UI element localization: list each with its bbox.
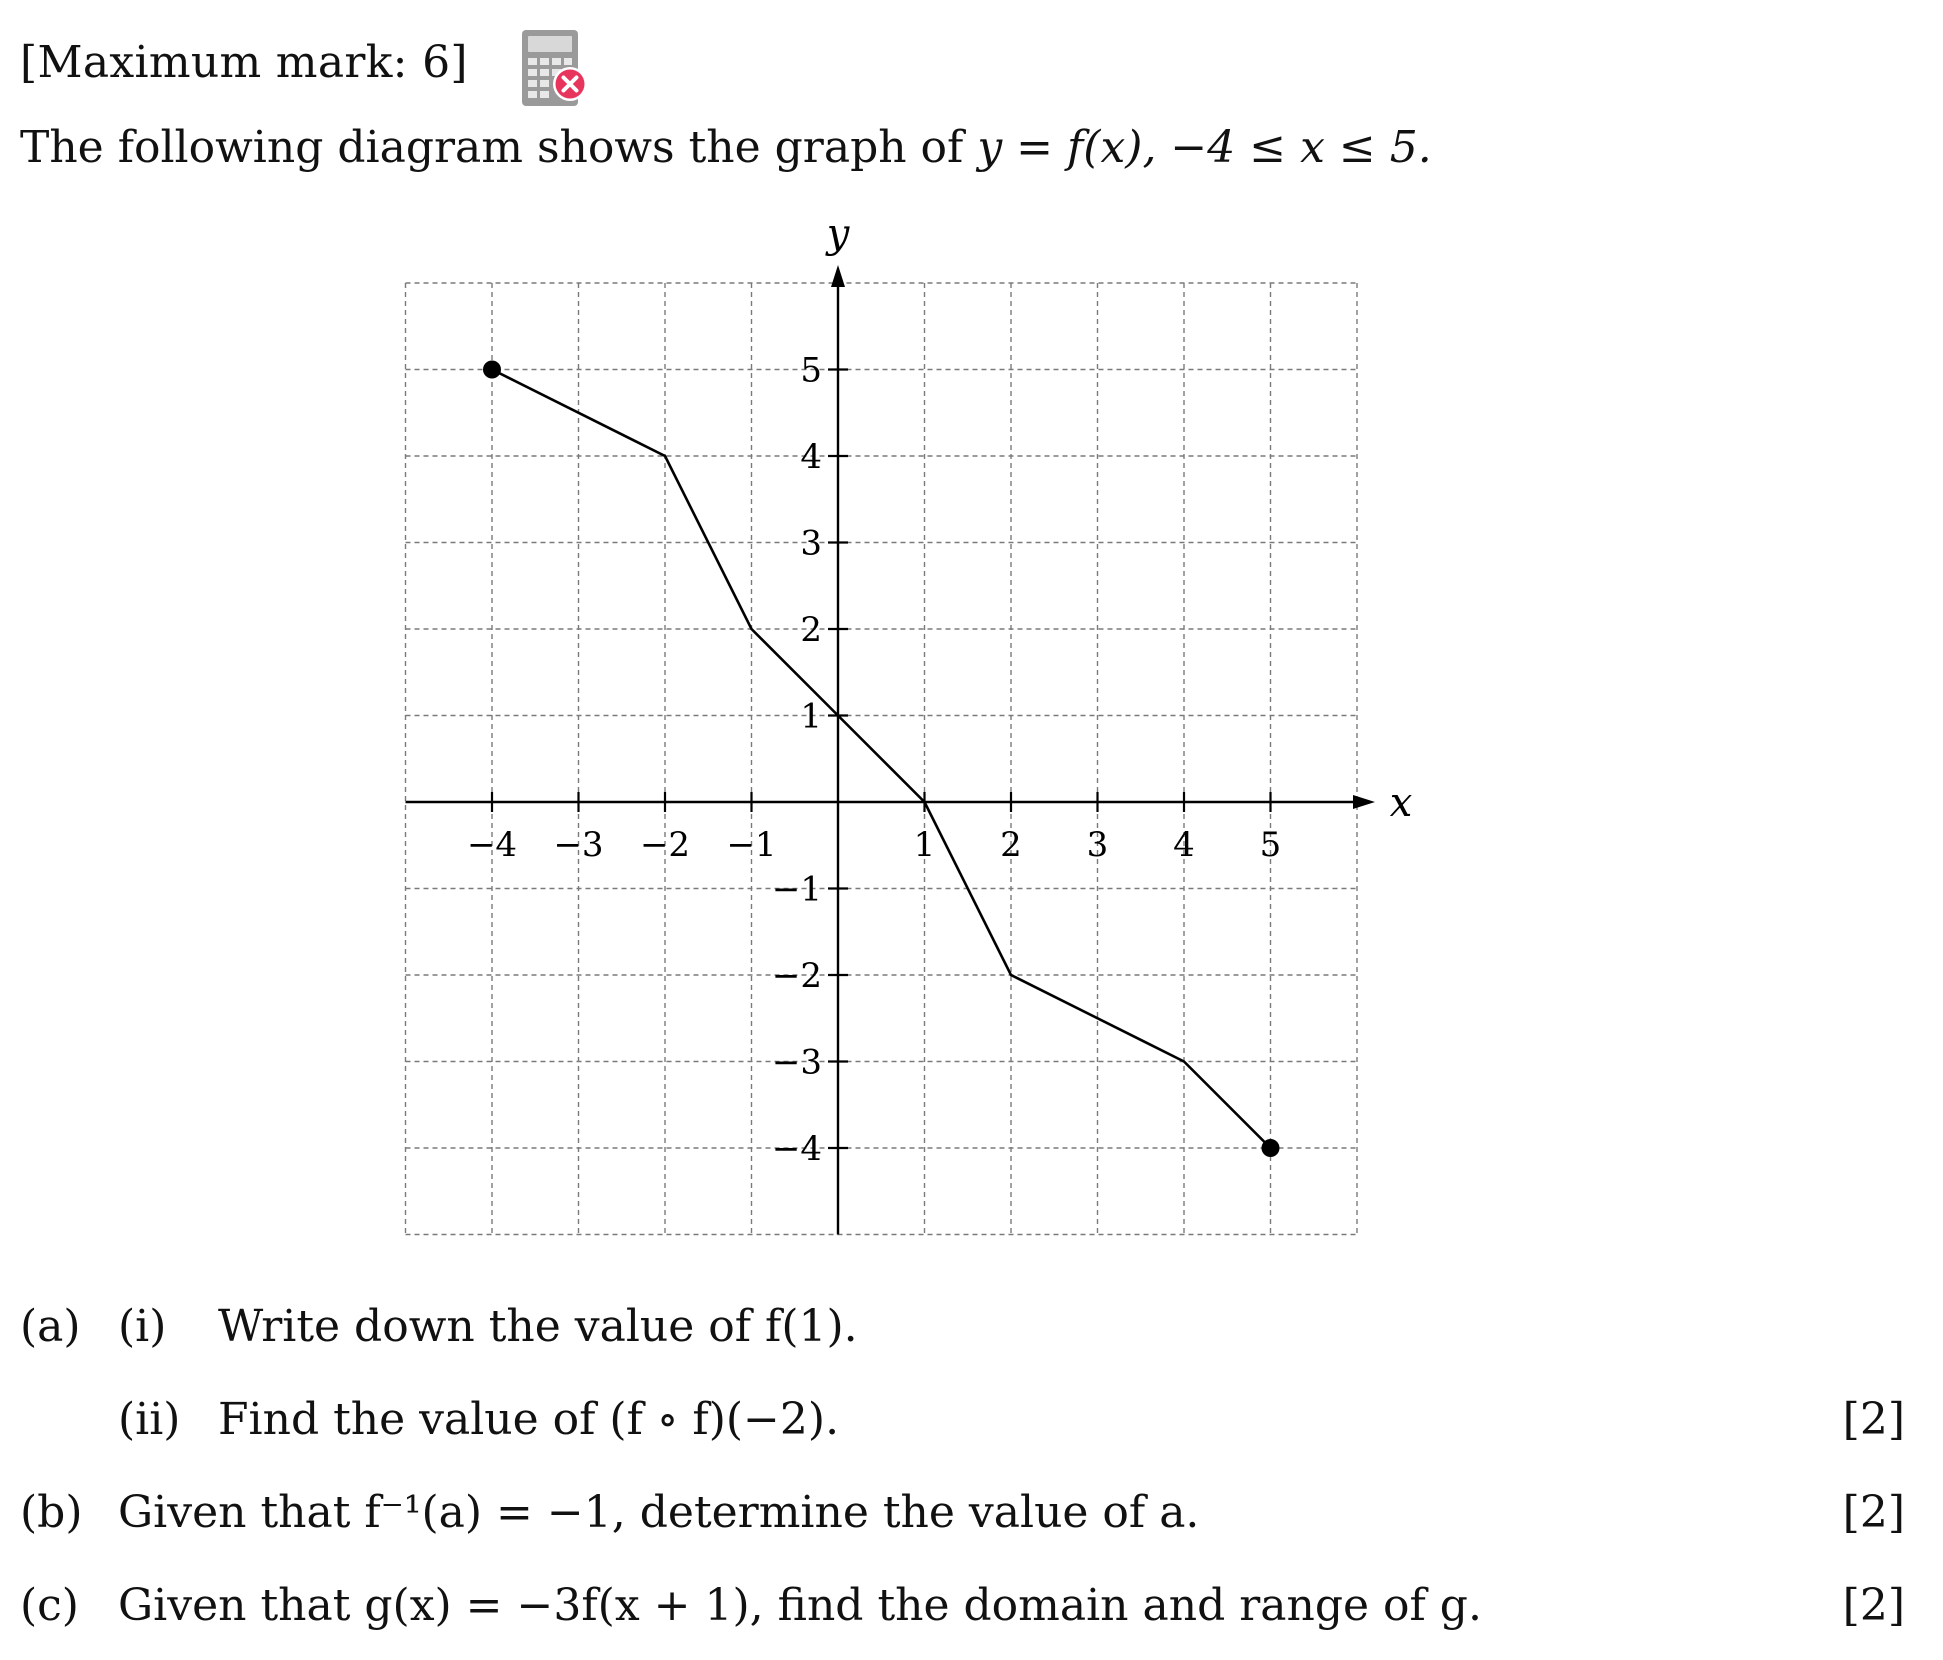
x-axis-label: x — [1389, 780, 1413, 826]
x-axis-arrow — [1353, 795, 1375, 809]
question-c-label: (c) — [20, 1580, 79, 1631]
y-tick-label: −4 — [771, 1129, 822, 1169]
y-tick-label: 2 — [800, 610, 822, 650]
y-axis-label: y — [826, 225, 850, 257]
question-c — [20, 1576, 1923, 1636]
question-b-text: Given that f⁻¹(a) = −1, determine the value of a. — [118, 1487, 1200, 1538]
x-tick-label: 3 — [1086, 825, 1109, 865]
y-tick-label: −1 — [771, 869, 822, 910]
function-line — [492, 370, 1271, 1149]
endpoint-dot — [1262, 1139, 1280, 1157]
y-tick-label: 5 — [800, 350, 822, 391]
question-b-marks: [2] — [1842, 1487, 1905, 1538]
question-a-i-text: Write down the value of f(1). — [218, 1301, 858, 1352]
x-tick-label: −3 — [553, 825, 604, 865]
maximum-mark: [Maximum mark: 6] — [20, 37, 468, 88]
endpoint-dot — [483, 361, 501, 379]
y-tick-label: 3 — [800, 523, 822, 564]
question-b — [20, 1483, 1923, 1543]
question-c-text: Given that g(x) = −3f(x + 1), find the domain and range of g. — [118, 1580, 1482, 1631]
function-graph — [380, 225, 1430, 1255]
question-a-ii-text: Find the value of (f ∘ f)(−2). — [218, 1394, 840, 1445]
y-tick-label: 1 — [800, 696, 822, 737]
y-tick-label: 4 — [800, 437, 822, 477]
intro-text — [20, 118, 1432, 178]
question-a-i — [20, 1297, 1923, 1357]
x-tick-label: 4 — [1173, 825, 1195, 865]
question-a-ii-label: (ii) — [118, 1394, 181, 1445]
y-tick-label: −3 — [771, 1042, 822, 1083]
question-a-label: (a) — [20, 1301, 81, 1352]
intro-prefix: The following diagram shows the graph of — [20, 122, 978, 173]
question-c-marks: [2] — [1842, 1580, 1905, 1631]
question-a-marks: [2] — [1842, 1394, 1905, 1445]
question-a-i-label: (i) — [118, 1301, 167, 1352]
x-tick-label: −2 — [639, 825, 691, 865]
question-header — [20, 28, 590, 98]
question-b-label: (b) — [20, 1487, 83, 1538]
x-tick-label: −4 — [466, 825, 518, 865]
x-tick-label: 5 — [1259, 825, 1282, 865]
x-tick-label: 2 — [1000, 825, 1022, 865]
x-tick-label: 1 — [913, 825, 936, 865]
intro-equation: y = f(x), −4 ≤ x ≤ 5. — [977, 122, 1432, 173]
y-axis-arrow — [831, 265, 845, 287]
calculator-not-allowed-icon — [520, 28, 590, 114]
x-tick-label: −1 — [726, 825, 777, 865]
y-tick-label: −2 — [771, 956, 822, 996]
question-a-ii — [20, 1390, 1923, 1450]
